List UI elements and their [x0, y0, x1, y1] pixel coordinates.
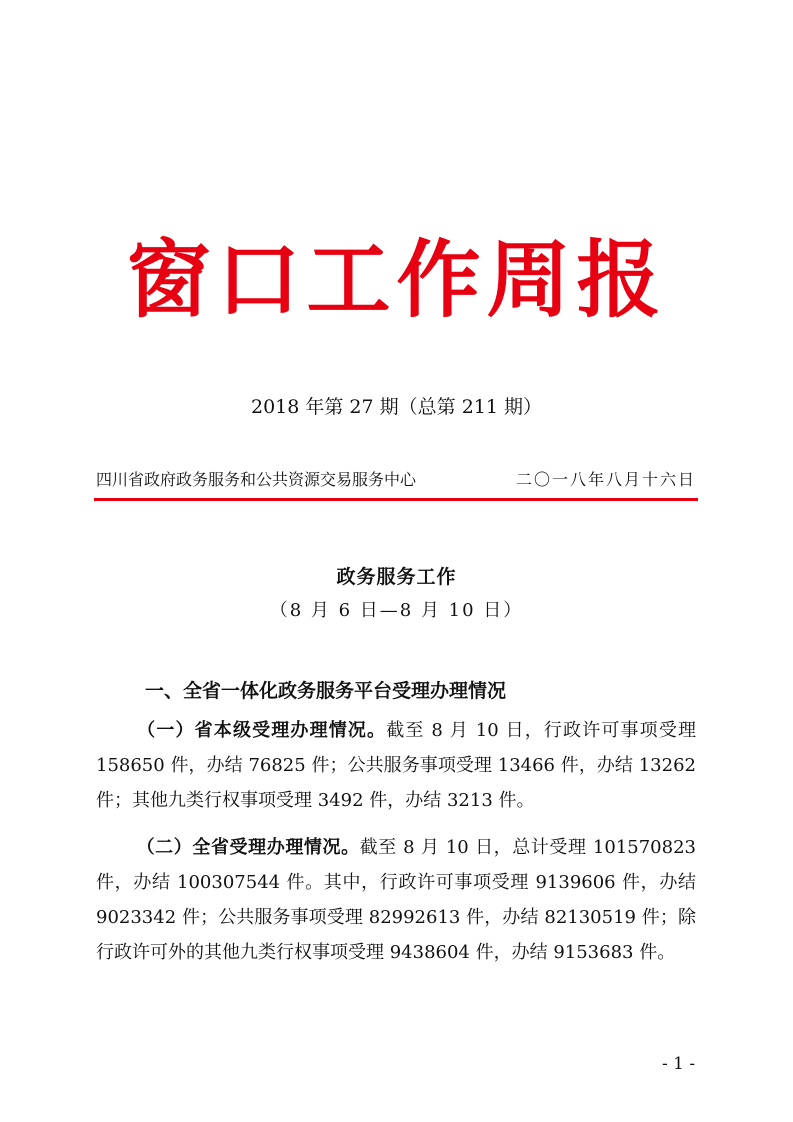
red-divider [94, 498, 698, 501]
heading-level-1: 一、全省一体化政务服务平台受理办理情况 [145, 680, 507, 702]
paragraph-text: 截至 8 月 10 日，行政许可事项受理 158650 件，办结 76825 件；公共服务事项受理 13466 件，办结 13262 件；其他九类行权事项受理 3492 件，办结 3213 件。 [96, 720, 696, 811]
paragraph-provincial-level [96, 713, 696, 818]
masthead-title: 窗口工作周报 [126, 230, 667, 329]
paragraph-lead: （二）全省受理办理情况。 [136, 837, 360, 858]
paragraph-lead: （一）省本级受理办理情况。 [136, 720, 387, 741]
paragraph-text: 截至 8 月 10 日，总计受理 101570823 件，办结 100307544 件。其中，行政许可事项受理 9139606 件，办结 9023342 件；公共服务事项受理 82992613 件，办结 82130519 件；除行政许可外的其他九类行权事项受理 9438604 件，办结 9153683 件。 [96, 837, 696, 963]
issue-date: 二〇一八年八月十六日 [515, 470, 696, 489]
issuing-organization: 四川省政府政务服务和公共资源交易服务中心 [96, 470, 417, 489]
section-period: （8 月 6 日—8 月 10 日） [269, 600, 524, 621]
section-title: 政务服务工作 [336, 566, 457, 588]
page-number: - 1 - [662, 1054, 696, 1074]
issue-number: 2018 年第 27 期（总第 211 期） [251, 396, 542, 418]
paragraph-province-wide [96, 830, 696, 970]
